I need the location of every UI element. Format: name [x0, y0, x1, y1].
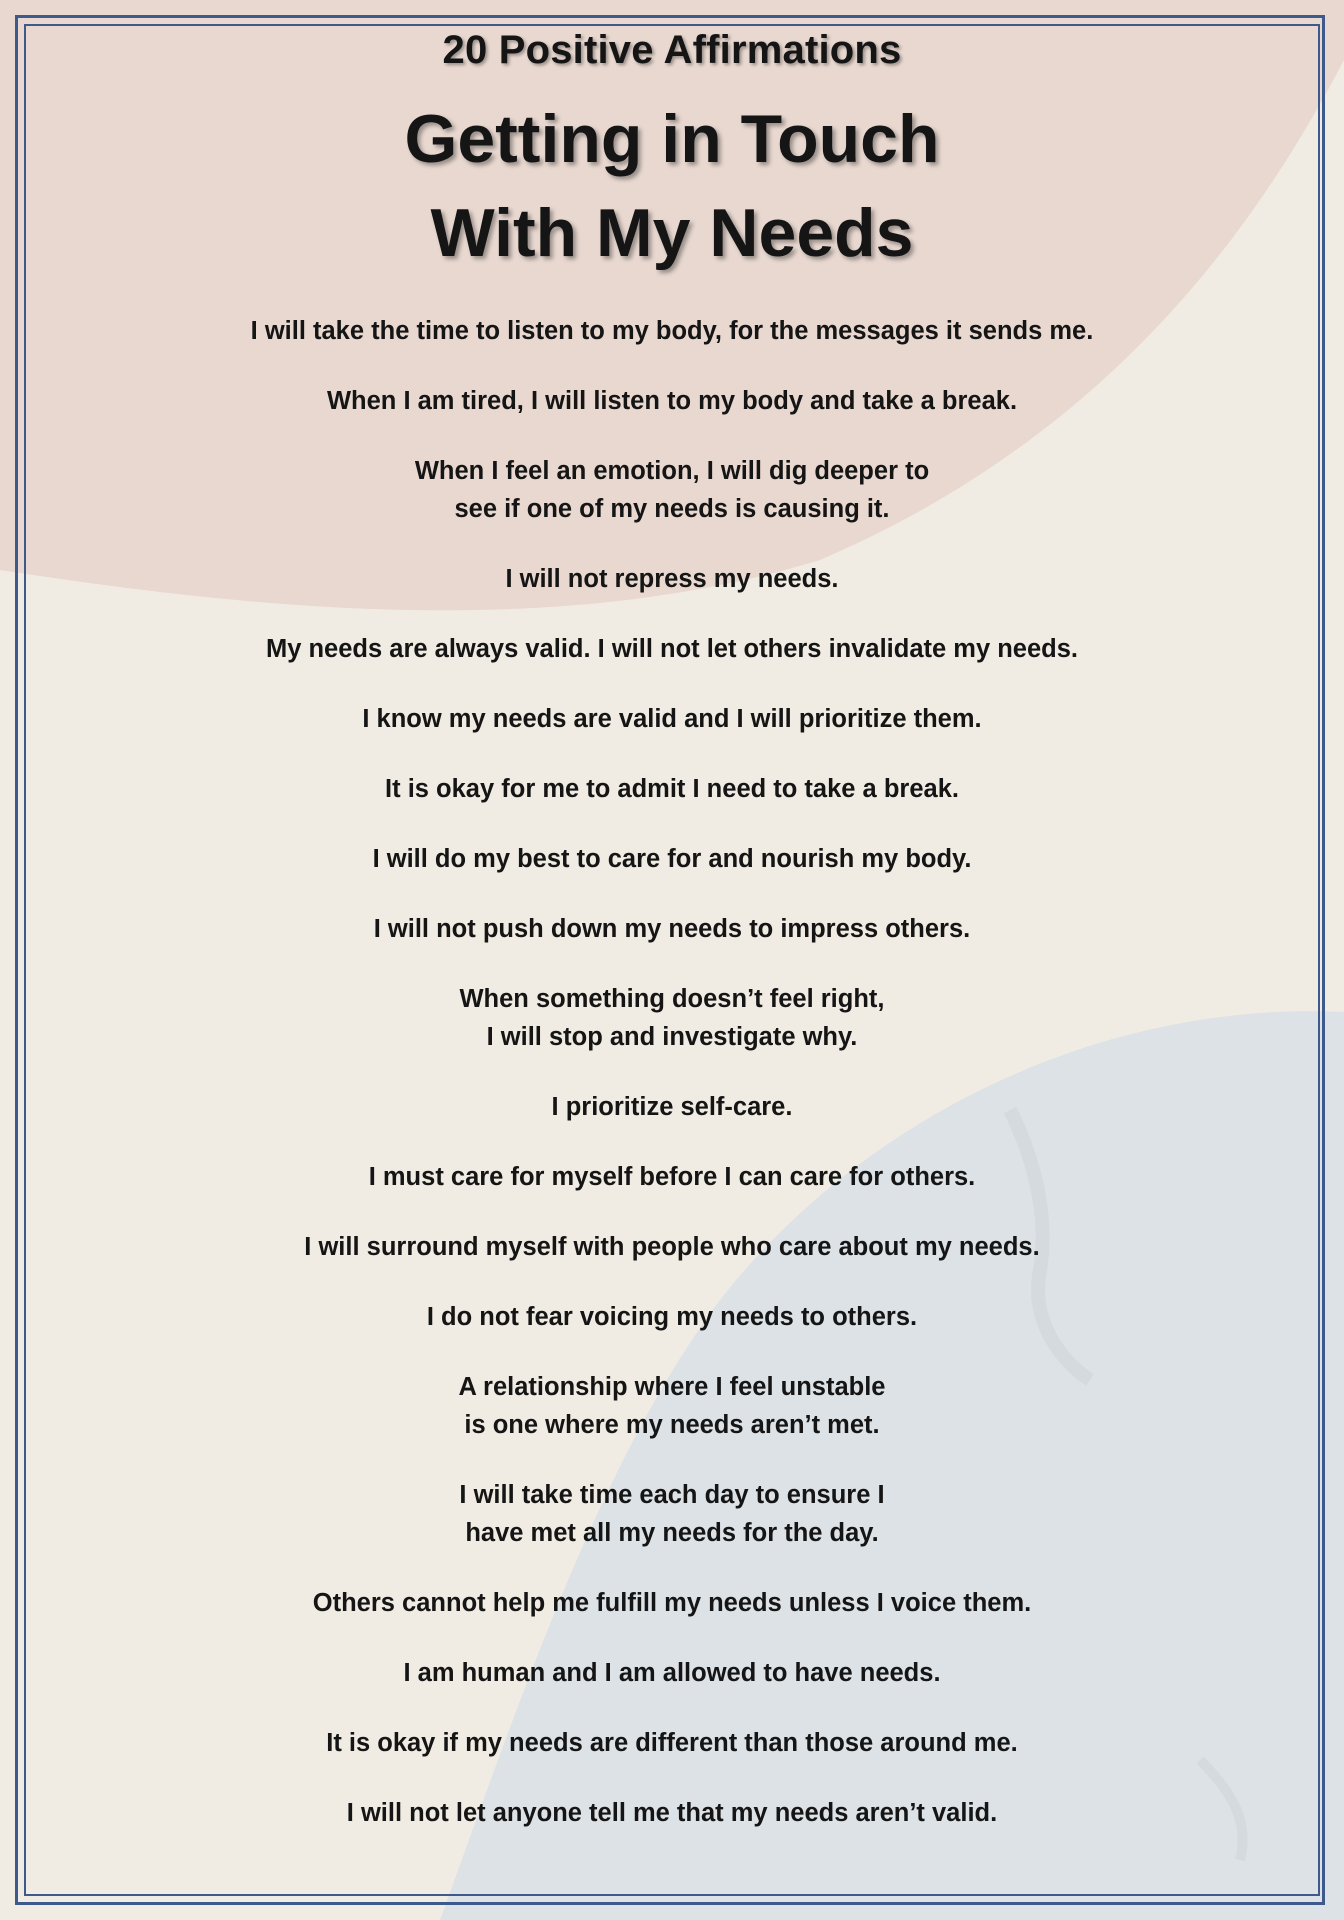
- affirmation-item: I will not push down my needs to impress others.: [373, 915, 971, 943]
- affirmation-item: My needs are always valid. I will not let others invalidate my needs.: [265, 635, 1079, 663]
- affirmation-item: It is okay if my needs are different than those around me.: [326, 1729, 1018, 1757]
- affirmation-item: A relationship where I feel unstable is one where my needs aren’t met.: [458, 1373, 886, 1439]
- affirmation-item: When something doesn’t feel right, I will stop and investigate why.: [459, 985, 885, 1051]
- page-subtitle: 20 Positive Affirmations: [442, 28, 902, 72]
- affirmation-item: I know my needs are valid and I will prioritize them.: [362, 705, 982, 733]
- affirmation-item: I must care for myself before I can care for others.: [368, 1163, 976, 1191]
- affirmation-item: I will take time each day to ensure I have met all my needs for the day.: [459, 1481, 885, 1547]
- affirmation-item: I will take the time to listen to my body, for the messages it sends me.: [250, 317, 1094, 345]
- affirmation-item: I do not fear voicing my needs to others.: [426, 1303, 918, 1331]
- affirmation-list: [80, 312, 1264, 1864]
- affirmation-item: When I feel an emotion, I will dig deeper to see if one of my needs is causing it.: [414, 457, 930, 523]
- page-title: [0, 92, 1344, 280]
- affirmation-item: I will do my best to care for and nourish my body.: [372, 845, 972, 873]
- affirmation-item: I prioritize self-care.: [551, 1093, 793, 1121]
- affirmation-item: I will not repress my needs.: [505, 565, 839, 593]
- affirmation-item: When I am tired, I will listen to my body and take a break.: [326, 387, 1018, 415]
- affirmation-item: Others cannot help me fulfill my needs unless I voice them.: [312, 1589, 1032, 1617]
- affirmation-item: I am human and I am allowed to have needs.: [403, 1659, 941, 1687]
- affirmation-item: I will not let anyone tell me that my needs aren’t valid.: [346, 1799, 998, 1827]
- affirmation-item: I will surround myself with people who care about my needs.: [304, 1233, 1040, 1261]
- affirmation-item: It is okay for me to admit I need to take a break.: [385, 775, 959, 803]
- title-line-1: Getting in Touch: [404, 101, 940, 177]
- title-line-2: With My Needs: [430, 195, 914, 271]
